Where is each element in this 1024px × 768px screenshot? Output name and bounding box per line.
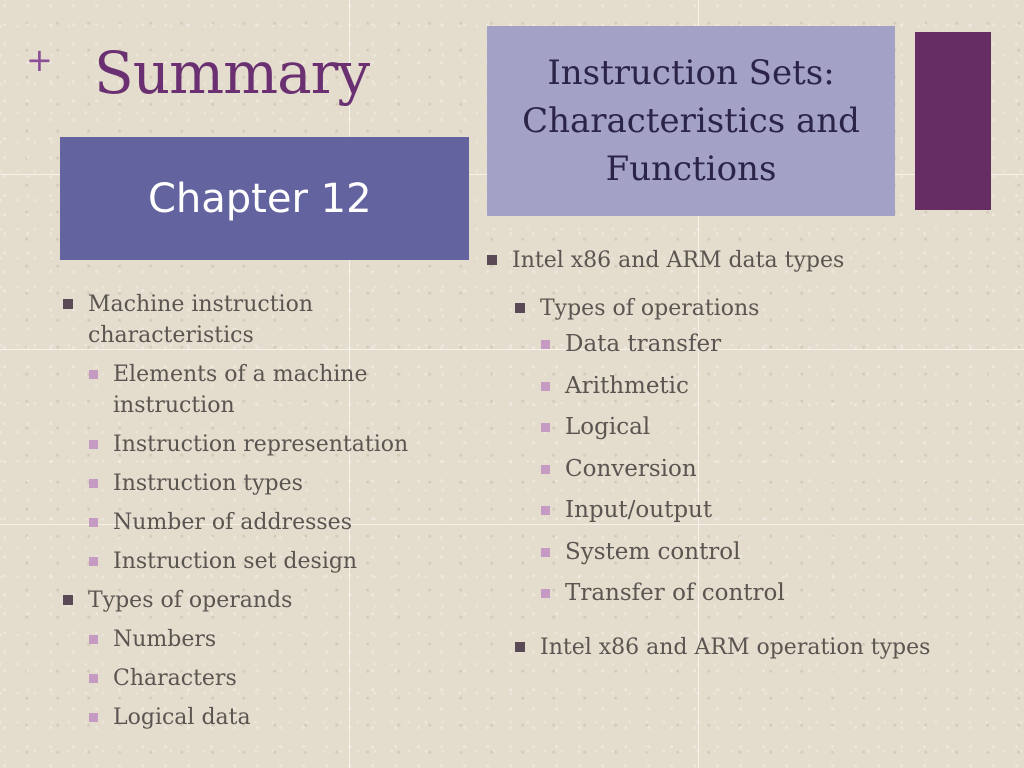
subbullet-arithmetic: Arithmetic	[512, 366, 932, 408]
bullet-operands: Types of operands	[60, 585, 440, 616]
topic-title: Instruction Sets: Characteristics and Functions	[522, 53, 860, 189]
chapter-label: Chapter 12	[148, 176, 372, 222]
subbullet-characters: Characters	[60, 663, 440, 694]
subbullet-numbers: Numbers	[60, 624, 440, 655]
left-outline	[60, 289, 440, 741]
bullet-operations: Types of operations	[512, 293, 932, 324]
subbullet-addresses: Number of addresses	[60, 507, 440, 538]
subbullet-system-control: System control	[512, 532, 932, 574]
subbullet-io: Input/output	[512, 490, 932, 532]
plus-icon: +	[26, 41, 53, 79]
right-outline	[512, 245, 932, 680]
subbullet-conversion: Conversion	[512, 449, 932, 491]
bullet-data-types: Intel x86 and ARM data types	[484, 245, 932, 276]
subbullet-set-design: Instruction set design	[60, 546, 440, 577]
chapter-banner	[60, 137, 469, 260]
slide-title: Summary	[94, 39, 370, 107]
subbullet-data-transfer: Data transfer	[512, 324, 932, 366]
subbullet-types: Instruction types	[60, 468, 440, 499]
subbullet-representation: Instruction representation	[60, 429, 440, 460]
bullet-operation-types: Intel x86 and ARM operation types	[512, 632, 932, 663]
subbullet-transfer-control: Transfer of control	[512, 573, 932, 615]
bullet-machine-instruction: Machine instruction characteristics	[60, 289, 440, 351]
subbullet-logical-data: Logical data	[60, 702, 440, 733]
topic-banner	[487, 26, 895, 216]
subbullet-elements: Elements of a machine instruction	[60, 359, 440, 421]
accent-bar	[915, 32, 991, 210]
subbullet-logical: Logical	[512, 407, 932, 449]
